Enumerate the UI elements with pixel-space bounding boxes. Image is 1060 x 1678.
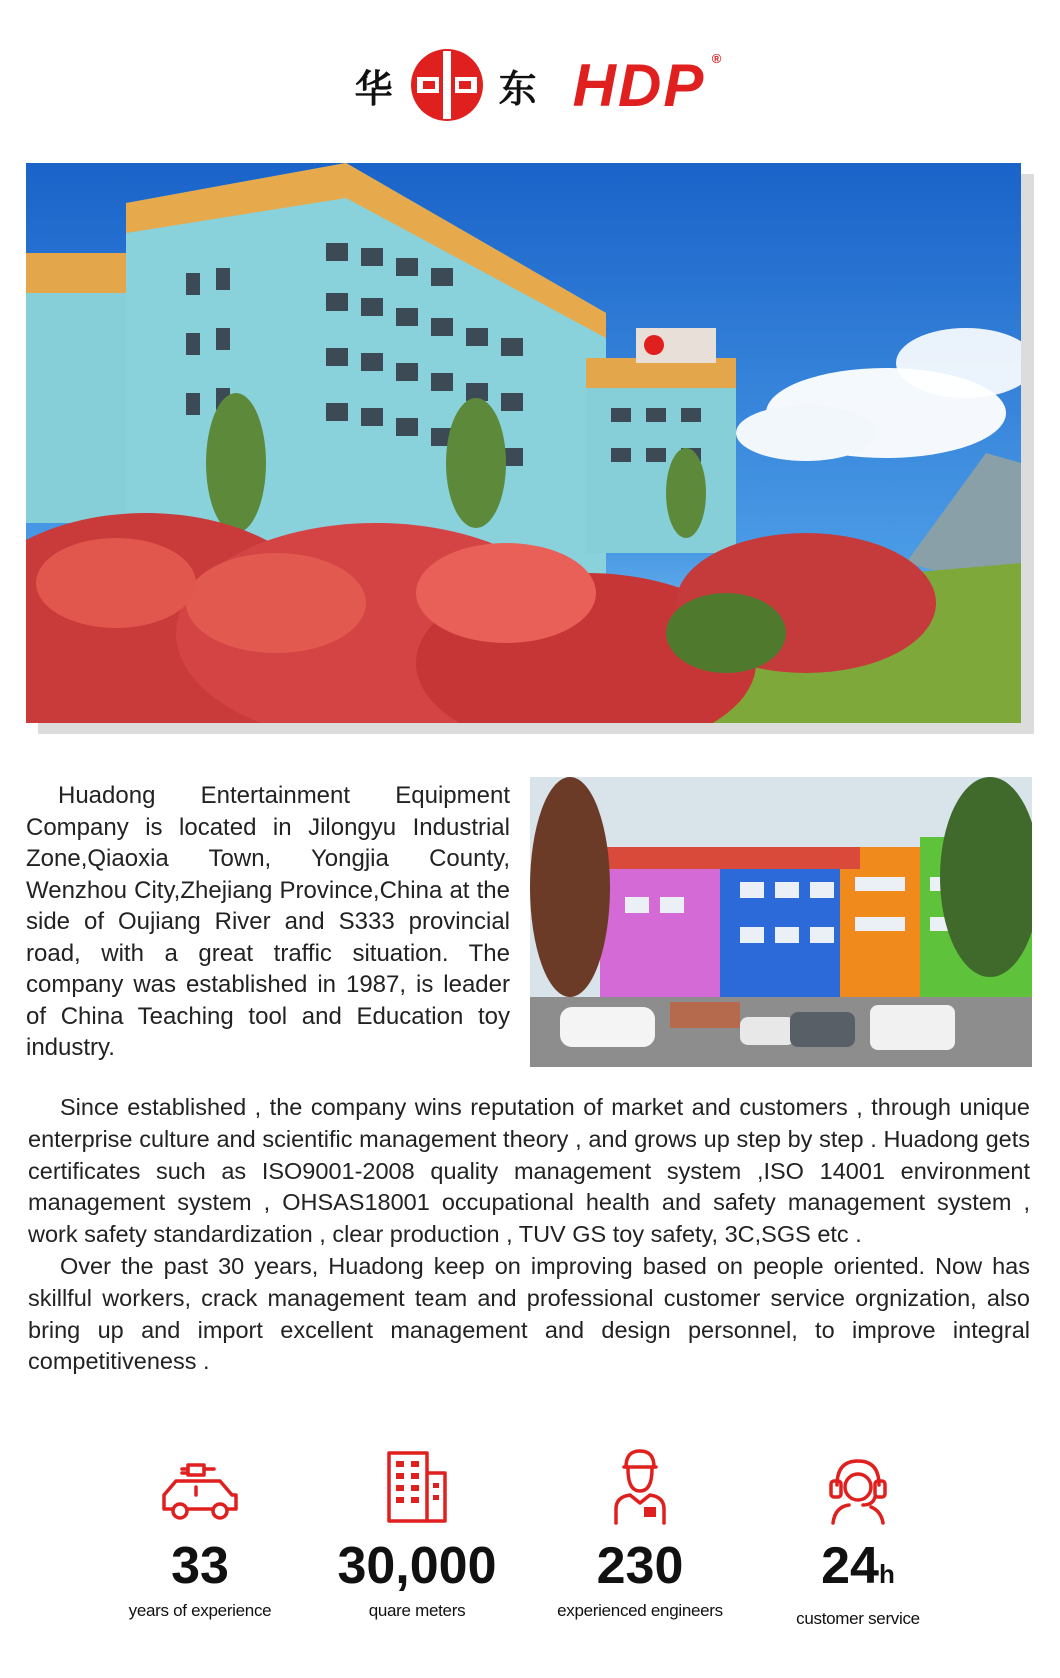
logo-cn-left: 华 bbox=[354, 66, 395, 111]
intro-paragraph: Huadong Entertainment Equipment Company is located in Jilongyu Industrial Zone,Qiaoxia Town, Yongjia County, Wenzhou City,Zhejiang Province,China at the side of Oujiang River and S333 provincial road, with a great traffic situation. The company was established in 1987, is leader of China Teaching tool and Education toy industry. bbox=[26, 782, 510, 1061]
stat-years-label: years of experience bbox=[128, 1601, 272, 1620]
stats-row bbox=[0, 1445, 1060, 1645]
stat-area-value bbox=[297, 1537, 537, 1595]
logo-brand-text: HDP bbox=[572, 51, 706, 119]
logo-brand bbox=[572, 50, 724, 120]
description-paragraph-1: Since established , the company wins reputation of market and customers , through unique enterprise culture and scientific management theory , and grows up step by step . Huadong gets certificates such as ISO9001-2008 quality management system ,ISO 14001 environment management system , OHSAS18001 occupational health and safety management system , work safety standardization , clear production , TUV GS toy safety, 3C,SGS etc . bbox=[28, 1094, 1030, 1248]
hero-photo bbox=[26, 163, 1021, 723]
stat-engineers-label: experienced engineers bbox=[557, 1601, 723, 1620]
stat-area-label: quare meters bbox=[368, 1601, 466, 1620]
stat-service bbox=[738, 1445, 978, 1629]
stat-area-number: 30,000 bbox=[337, 1537, 497, 1595]
logo-emblem-icon bbox=[409, 47, 485, 123]
stat-service-unit: h bbox=[878, 1559, 895, 1589]
stat-engineers-number: 230 bbox=[596, 1537, 684, 1595]
stat-engineers bbox=[520, 1445, 760, 1621]
stat-years-value bbox=[80, 1537, 320, 1595]
car-icon bbox=[80, 1445, 320, 1525]
stat-years-number: 33 bbox=[171, 1537, 229, 1595]
stat-area bbox=[297, 1445, 537, 1621]
company-logo bbox=[0, 30, 1060, 140]
description-paragraph-2: Over the past 30 years, Huadong keep on improving based on people oriented. Now has skillful workers, crack management team and professional customer service orgnization, also bring up and import excellent management and design personnel, to improve integral competitiveness . bbox=[28, 1252, 1030, 1375]
stat-years bbox=[80, 1445, 320, 1621]
logo-cn-right: 东 bbox=[498, 66, 539, 111]
engineer-icon bbox=[520, 1445, 760, 1525]
intro-photo bbox=[530, 777, 1032, 1067]
building-icon bbox=[297, 1445, 537, 1525]
stat-service-value bbox=[738, 1537, 978, 1603]
logo-registered: ® bbox=[711, 50, 724, 66]
company-description bbox=[28, 1092, 1030, 1378]
headset-icon bbox=[738, 1445, 978, 1525]
stat-service-number: 24 bbox=[821, 1537, 879, 1595]
stat-engineers-value bbox=[520, 1537, 760, 1595]
stat-service-label: customer service bbox=[796, 1609, 920, 1628]
